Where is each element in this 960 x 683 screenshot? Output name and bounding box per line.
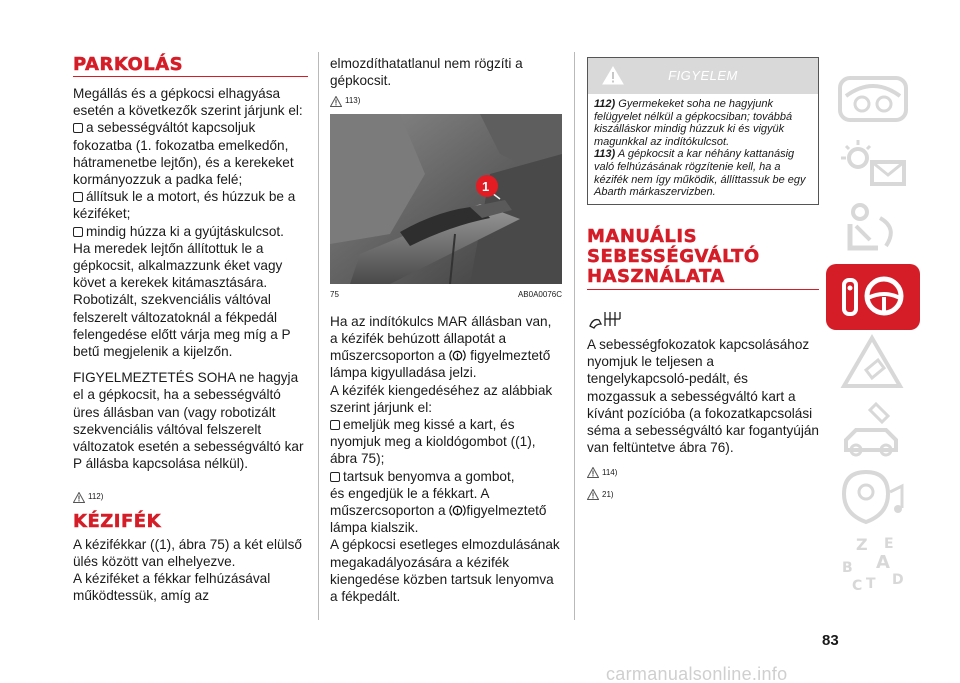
- checkbox-bullet-icon: [73, 227, 83, 237]
- warning-triangle-icon: [587, 467, 599, 478]
- section-heading-manual-gearbox: MANUÁLIS SEBESSÉGVÁLTÓ HASZNÁLATA: [587, 227, 819, 290]
- safety-seat-icon: [826, 198, 920, 264]
- svg-text:!: !: [456, 352, 460, 361]
- tab-dashboard[interactable]: [826, 66, 920, 132]
- paragraph: A kézifék kiengedéséhez az alábbiak szerint járjunk el:: [330, 382, 553, 415]
- warning-item: 113) A gépkocsit a kar néhány kattanásig való felhúzásának rögzítenie kell, ha a kézifék nem így működik, állíttassuk be egy Abarth márkaszervizben.: [594, 148, 806, 199]
- watermark: carmanualsonline.info: [606, 664, 788, 683]
- index-letter: A: [876, 552, 890, 573]
- column-3: [587, 57, 819, 503]
- warning-box-body: [588, 94, 818, 204]
- list-item: mindig húzza ki a gyújtáskulcsot.: [73, 223, 308, 240]
- parking-intro: Megállás és a gépkocsi elhagyása esetén a következők szerint járjunk el:: [73, 86, 303, 119]
- warning-triangle-icon: [73, 492, 85, 503]
- warning-ref: 112): [73, 488, 308, 505]
- tab-index[interactable]: [826, 528, 920, 594]
- checkbox-bullet-icon: [73, 123, 83, 133]
- paragraph: A sebességfokozatok kapcsolásához nyomjuk le teljesen a tengelykapcsoló-pedált, és mozgassuk a sebességváltó kart a kívánt pozícióba (a fokozatkapcsolási séma a sebességváltó kar fogantyúján van feltüntetve ábra 76).: [587, 336, 819, 456]
- tab-emergency[interactable]: [826, 330, 920, 396]
- section-heading-handbrake: KÉZIFÉK: [73, 510, 162, 532]
- checkbox-bullet-icon: [73, 192, 83, 202]
- list-item: a sebességváltót kapcsoljuk fokozatba (1. fokozatba emelkedőn, hátramenetbe lejtőn), és a kerekeket kormányozzuk a padka felé;: [73, 120, 294, 188]
- warning-ref: 113): [330, 92, 562, 109]
- paragraph: Ha meredek lejtőn állítottuk le a gépkocsit, alkalmazzunk éket vagy követ a kerekek kitámasztására.: [73, 240, 283, 291]
- warning-paragraph: FIGYELMEZTETÉS SOHA ne hagyja el a gépkocsit, ha a sebességváltó üres állásban van (vagy robotizált szekvenciális váltóval felszerelt változatok esetén a sebességváltó kar P állásba kapcsolása nélkül).: [73, 370, 304, 472]
- checkbox-bullet-icon: [330, 420, 340, 430]
- index-letter: T: [866, 576, 876, 592]
- index-letter: B: [842, 560, 853, 576]
- figure-caption: [330, 286, 562, 303]
- tab-starting-driving[interactable]: [826, 264, 920, 330]
- paragraph: Ha az indítókulcs MAR állásban van, a kézifék behúzott állapotát a műszercsoporton a ! figyelmeztető lámpa kigyulladása jelzi.: [330, 313, 552, 381]
- tab-lights-warnings[interactable]: [826, 132, 920, 198]
- index-letter: C: [852, 578, 863, 594]
- steering-key-icon: [826, 264, 920, 330]
- warning-box: [587, 57, 819, 205]
- list-item: állítsuk le a motort, és húzzuk be a kéziféket;: [73, 189, 296, 222]
- figure-code: AB0A0076C: [517, 289, 562, 299]
- warning-triangle-icon: [602, 66, 624, 85]
- tab-maintenance[interactable]: [826, 396, 920, 462]
- section-heading-parking: PARKOLÁS: [73, 55, 308, 77]
- warning-triangle-icon: [330, 96, 342, 107]
- brake-warning-light-icon: [449, 348, 466, 363]
- paragraph: A gépkocsi esetleges elmozdulásának megakadályozására a kézifék kiengedése közben tartsuk lenyomva a fékpedált.: [330, 537, 560, 605]
- column-1: [73, 55, 308, 604]
- figure-number: 75: [330, 289, 339, 299]
- maintenance-icon: [826, 396, 920, 462]
- paragraph: Robotizált, szekvenciális váltóval felszerelt változatoknál a fékpedál felengedése előtt várja meg míg a P betű megjelenik a kijelzőn.: [73, 292, 291, 360]
- column-2: [330, 55, 562, 605]
- handbrake-illustration: [330, 114, 562, 284]
- svg-text:!: !: [456, 507, 460, 516]
- breakdown-icon: [826, 330, 920, 396]
- paragraph: A kéziféket a fékkar felhúzásával működtessük, amíg az: [73, 571, 271, 604]
- paragraph: elmozdíthatatlanul nem rögzíti a gépkocsit.: [330, 56, 523, 89]
- warning-item: 112) Gyermekeket soha ne hagyjunk felügyelet nélkül a gépkocsiban; továbbá kiszálláskor mindig húzzuk ki és vigyük magunkkal az indítókulcsot.: [594, 98, 793, 148]
- index-letter: D: [892, 572, 904, 588]
- warning-ref: 114): [587, 464, 819, 481]
- info-triangle-icon: [587, 489, 599, 500]
- lights-warning-icon: [826, 132, 920, 198]
- index-letter: E: [884, 536, 894, 552]
- checkbox-bullet-icon: [330, 472, 340, 482]
- dashboard-icon: [826, 66, 920, 132]
- warning-box-title: FIGYELEM: [668, 68, 738, 84]
- tab-multimedia[interactable]: [826, 462, 920, 528]
- handbrake-figure: [330, 114, 562, 284]
- note-ref: 21): [587, 486, 819, 503]
- paragraph: A kézifékkar ((1), ábra 75) a két elülső ülés között van elhelyezve.: [73, 536, 302, 569]
- paragraph: és engedjük le a fékkart. A műszercsoporton a ! figyelmeztető lámpa kialszik.: [330, 485, 547, 536]
- callout-label: 1: [482, 178, 490, 194]
- multimedia-icon: [826, 462, 920, 528]
- gear-stick-hand-icon: [587, 308, 627, 330]
- column-divider: [574, 52, 575, 620]
- index-letters-icon: [826, 528, 920, 594]
- index-letter: Z: [856, 535, 868, 554]
- page-number: 83: [822, 632, 839, 649]
- column-divider: [318, 52, 319, 620]
- list-item: emeljük meg kissé a kart, és nyomjuk meg a kioldógombot ((1), ábra 75);: [330, 417, 536, 467]
- list-item: tartsuk benyomva a gombot,: [330, 468, 562, 485]
- tab-safety[interactable]: [826, 198, 920, 264]
- warning-box-header: [588, 58, 818, 94]
- brake-warning-light-icon: [449, 503, 466, 518]
